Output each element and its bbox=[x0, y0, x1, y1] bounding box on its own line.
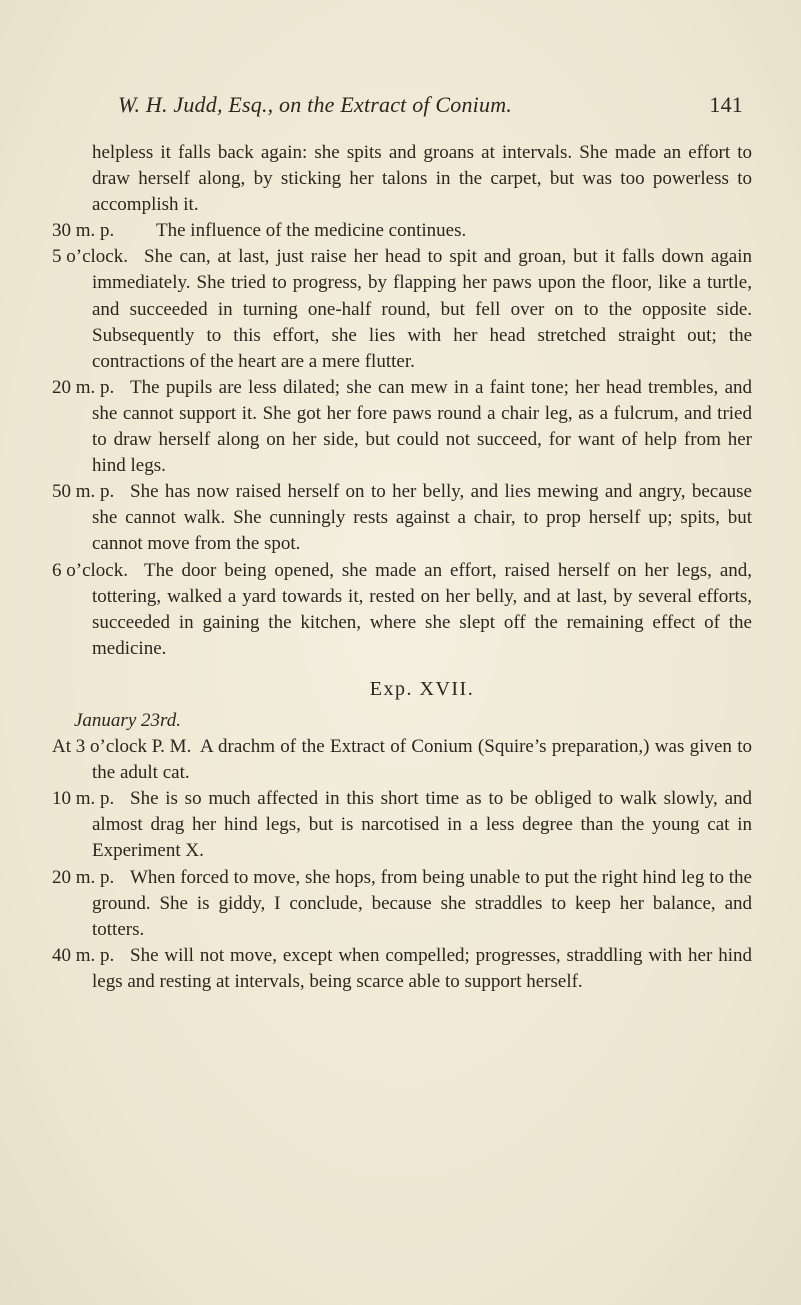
entry-text: helpless it falls back again: she spits and groans at intervals. She made an effort to draw herself along, by sticking her talons in the carpet, but was too powerless to accomplish it. bbox=[92, 142, 752, 216]
timed-entry bbox=[52, 218, 752, 244]
experiment-heading: Exp. XVII. bbox=[369, 677, 475, 700]
timed-entry bbox=[52, 786, 752, 864]
page-number: 141 bbox=[709, 92, 743, 117]
entry-time: 50 m. p. bbox=[52, 481, 115, 503]
entry-time: 40 m. p. bbox=[52, 944, 115, 966]
paragraph-continued bbox=[52, 140, 752, 218]
entry-time: 10 m. p. bbox=[52, 788, 115, 810]
entry-time: 20 m. p. bbox=[52, 376, 115, 398]
experiment-date: January 23rd. bbox=[74, 709, 181, 731]
entry-time: 6 o’clock. bbox=[52, 559, 128, 581]
entry-text: She can, at last, just raise her head to spit and groan, but it falls down again immediately. She tried to progress, by flapping her paws upon the floor, like a turtle, and succeeded in turning one-half round, but fell over on to the opposite side. Subsequently to this effort, she lies with her head stretched straight out; the contractions of the heart are a mere flutter. bbox=[92, 246, 752, 372]
timed-entry bbox=[52, 375, 752, 479]
entry-time: At 3 o’clock P. M. bbox=[52, 736, 192, 758]
running-header bbox=[118, 92, 743, 118]
page-body bbox=[52, 140, 752, 995]
timed-entry bbox=[52, 943, 752, 995]
entry-text: She is so much affected in this short time as to be obliged to walk slowly, and almost drag her hind legs, but is narcotised in a less degree than the young cat in Experiment X. bbox=[92, 788, 752, 862]
entry-text: The pupils are less dilated; she can mew in a faint tone; her head trembles, and she cannot support it. She got her fore paws round a chair leg, as a fulcrum, and tried to draw herself along on her side, but could not succeed, for want of help from her hind legs. bbox=[92, 376, 752, 477]
entry-time: 20 m. p. bbox=[52, 866, 115, 888]
entry-time: 5 o’clock. bbox=[52, 246, 128, 268]
entry-text: She has now raised herself on to her belly, and lies mewing and angry, because she cannot walk. She cunningly rests against a chair, to prop herself up; spits, but cannot move from the spot. bbox=[92, 481, 752, 555]
timed-entry bbox=[52, 865, 752, 943]
timed-entry bbox=[52, 244, 752, 374]
timed-entry bbox=[52, 558, 752, 662]
entry-text: A drachm of the Extract of Conium (Squire’s preparation,) was given to the adult cat. bbox=[92, 736, 752, 784]
entry-text: When forced to move, she hops, from being unable to put the right hind leg to the ground. She is giddy, I conclude, because she straddles to keep her balance, and totters. bbox=[92, 866, 752, 940]
timed-entry bbox=[52, 734, 752, 786]
timed-entry bbox=[52, 479, 752, 557]
entry-text: She will not move, except when compelled; progresses, straddling with her hind legs and resting at intervals, being scarce able to support herself. bbox=[92, 944, 752, 992]
running-title: W. H. Judd, Esq., on the Extract of Conium. bbox=[118, 92, 512, 117]
entry-text: The influence of the medicine continues. bbox=[156, 220, 467, 242]
entry-text: The door being opened, she made an effort, raised herself on her legs, and, tottering, walked a yard towards it, rested on her belly, and at last, by several efforts, succeeded in gaining the kitchen, where she slept off the remaining effect of the medicine. bbox=[92, 559, 752, 659]
entry-time: 30 m. p. bbox=[52, 220, 115, 242]
